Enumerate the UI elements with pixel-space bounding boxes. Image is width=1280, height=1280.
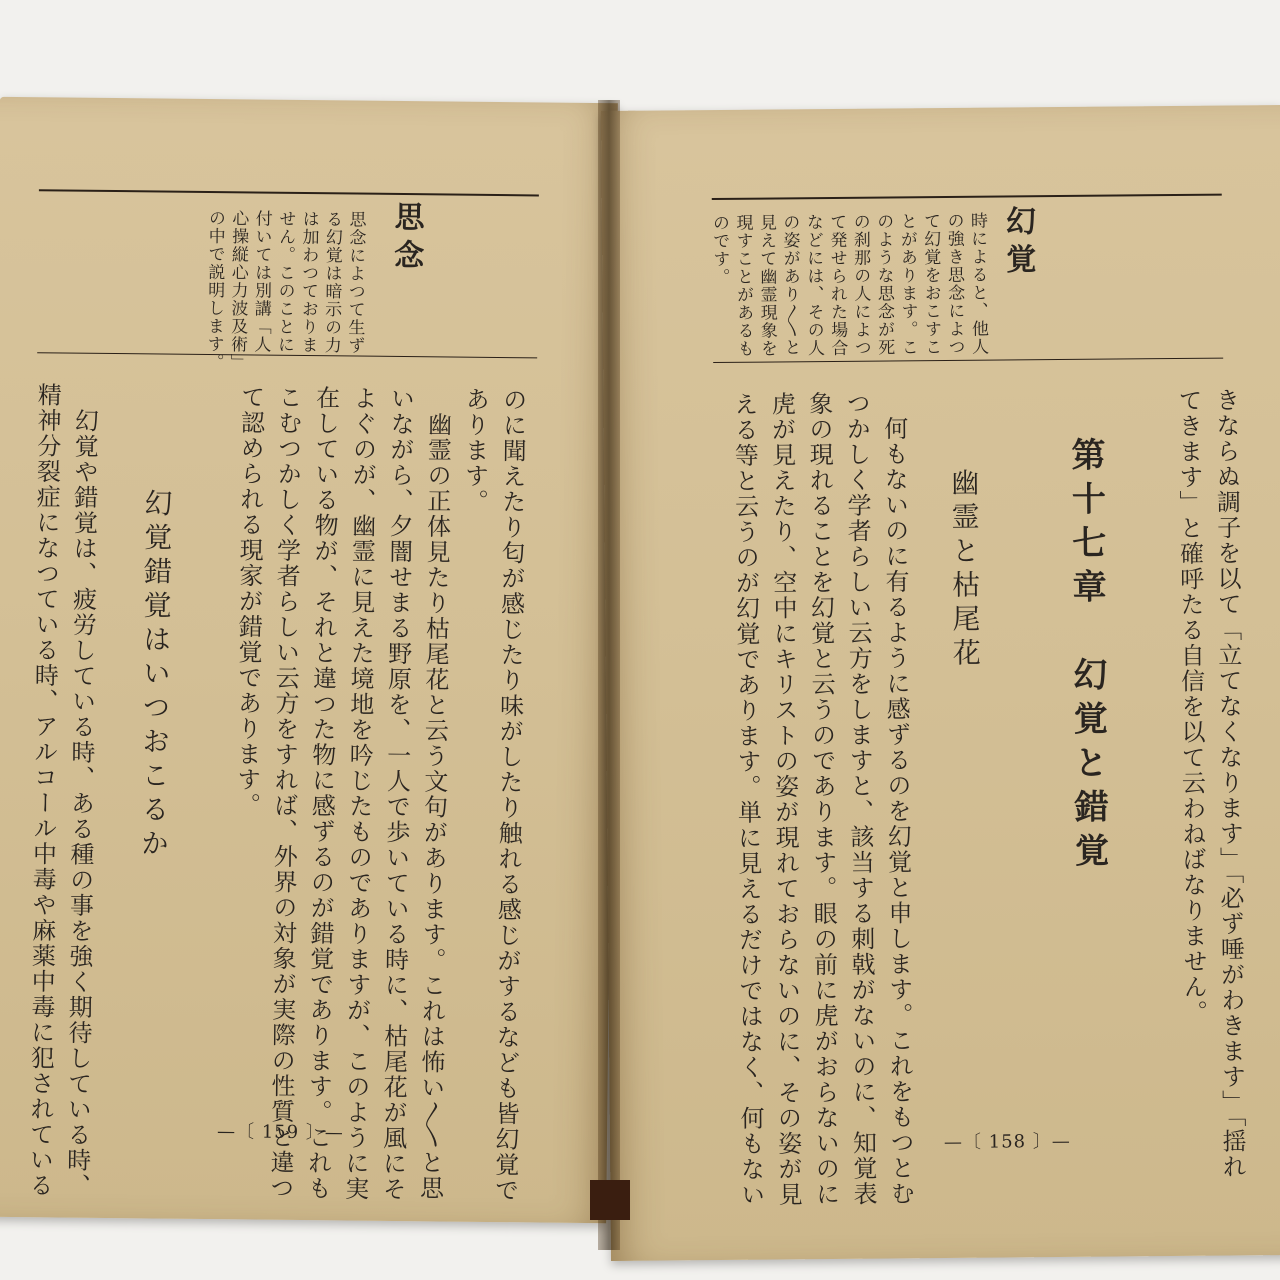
right-top-text (1169, 387, 1250, 1180)
right-box-line: て発せられた場合 (826, 212, 848, 358)
left-body-line: いながら、夕闇せまる野原を、一人で歩いている時に、枯尾花が風にそ (378, 385, 415, 1203)
left-page-number: —〔 159 〕— (216, 1121, 344, 1144)
right-body-line: つかしく学者らしい云方をしますと、該当する刺戟がないのに、知覚表 (842, 390, 878, 1207)
right-box-text (706, 212, 989, 359)
left-body-line: のに聞えたり匂が感じたり味がしたり触れる感じがするなども皆幻覚で (490, 387, 527, 1204)
left-box-text (201, 208, 367, 372)
right-box-line: とがあります。こ (896, 212, 918, 357)
right-box-line: て幻覚をおこすこ (919, 212, 942, 357)
left-box-line: 心操縦心力波及術」 (226, 209, 249, 372)
right-box-line: 現すことがあるも (732, 213, 754, 358)
left-box-line: 思念によつて生ず (344, 210, 366, 355)
left-section-line: 精神分裂症になつている時、アルコール中毒や麻薬中毒に犯されている (24, 382, 62, 1199)
right-body-line: 虎が見えたり、空中にキリストの姿が現れておらないのに、その姿が見 (767, 391, 803, 1208)
right-body-line: 象の現れることを幻覚と云うのであります。眼の前に虎がおらないのに (804, 390, 840, 1208)
left-box-line: の中で説明します。 (203, 208, 225, 372)
right-page (601, 105, 1280, 1261)
left-body-line: よぐのが、幽霊に見えた境地を吟じたものでありますが、このように実 (340, 385, 378, 1202)
chapter-title: 第十七章 幻覚と錯覚 (1064, 436, 1109, 877)
left-section-heading: 幻覚錯覚はいつおこるか (136, 488, 174, 863)
left-body-line: 在している物が、それと違つた物に感ずるのが錯覚であります。これも (303, 385, 340, 1202)
right-box-title: 幻覚 (999, 205, 1036, 282)
right-body-line: える等と云うのが幻覚であります。単に見えるだけではなく、何もない (729, 391, 765, 1208)
left-section-text (20, 382, 102, 1199)
book-gutter (598, 100, 620, 1250)
right-box-line: などには、その人 (802, 213, 824, 358)
right-box-line: のような思念が死 (873, 212, 895, 357)
left-page (0, 97, 618, 1223)
right-box-line: 見えて幽霊現象を (755, 213, 778, 358)
left-box-title: 思念 (388, 200, 424, 278)
right-box-line: のです。 (708, 213, 730, 287)
left-body-line: て認められる現家が錯覚であります。 (232, 384, 265, 819)
left-box-line: 付いては別講「人 (250, 209, 272, 354)
right-box-line: の刹那の人によつ (849, 212, 871, 357)
right-top-rule (712, 194, 1222, 200)
left-body-line: 幽霊の正体見たり枯尾花と云う文句があります。これは怖い〳〵と思 (415, 386, 452, 1202)
right-top-line: てきます」と確呼たる自信を以て云わねばなりません。 (1173, 387, 1208, 1026)
right-section-heading: 幽霊と枯尾花 (947, 467, 982, 672)
right-page-number: —〔 158 〕— (943, 1130, 1071, 1154)
right-box-line: の姿があり〳〵と (779, 213, 801, 357)
left-body-line: こむつかしく学者らしい云方をすれば、外界の対象が実際の性質と違つ (265, 384, 303, 1201)
right-top-line: きならぬ調子を以て「立てなくなります」「必ず唾がわきます」「揺れ (1211, 387, 1247, 1180)
right-box-rule (713, 358, 1223, 363)
left-body-line: あります。 (460, 386, 490, 515)
book-spine (590, 1180, 630, 1220)
right-body-line: 何もないのに有るように感ずるのを幻覚と申します。これをもつとむ (879, 390, 915, 1207)
left-box-line: せん。このことに (273, 209, 296, 354)
right-box-line: 時によると、他人 (966, 211, 989, 356)
right-box-line: の強き思念によつ (943, 211, 965, 356)
left-box-line: は加わつておりま (297, 209, 319, 355)
left-top-rule (39, 189, 539, 196)
left-section-line: 幻覚や錯覚は、疲労している時、ある種の事を強く期待している時、 (62, 382, 99, 1199)
left-box-line: る幻覚は暗示の力 (320, 210, 343, 355)
right-body-text (724, 390, 917, 1208)
